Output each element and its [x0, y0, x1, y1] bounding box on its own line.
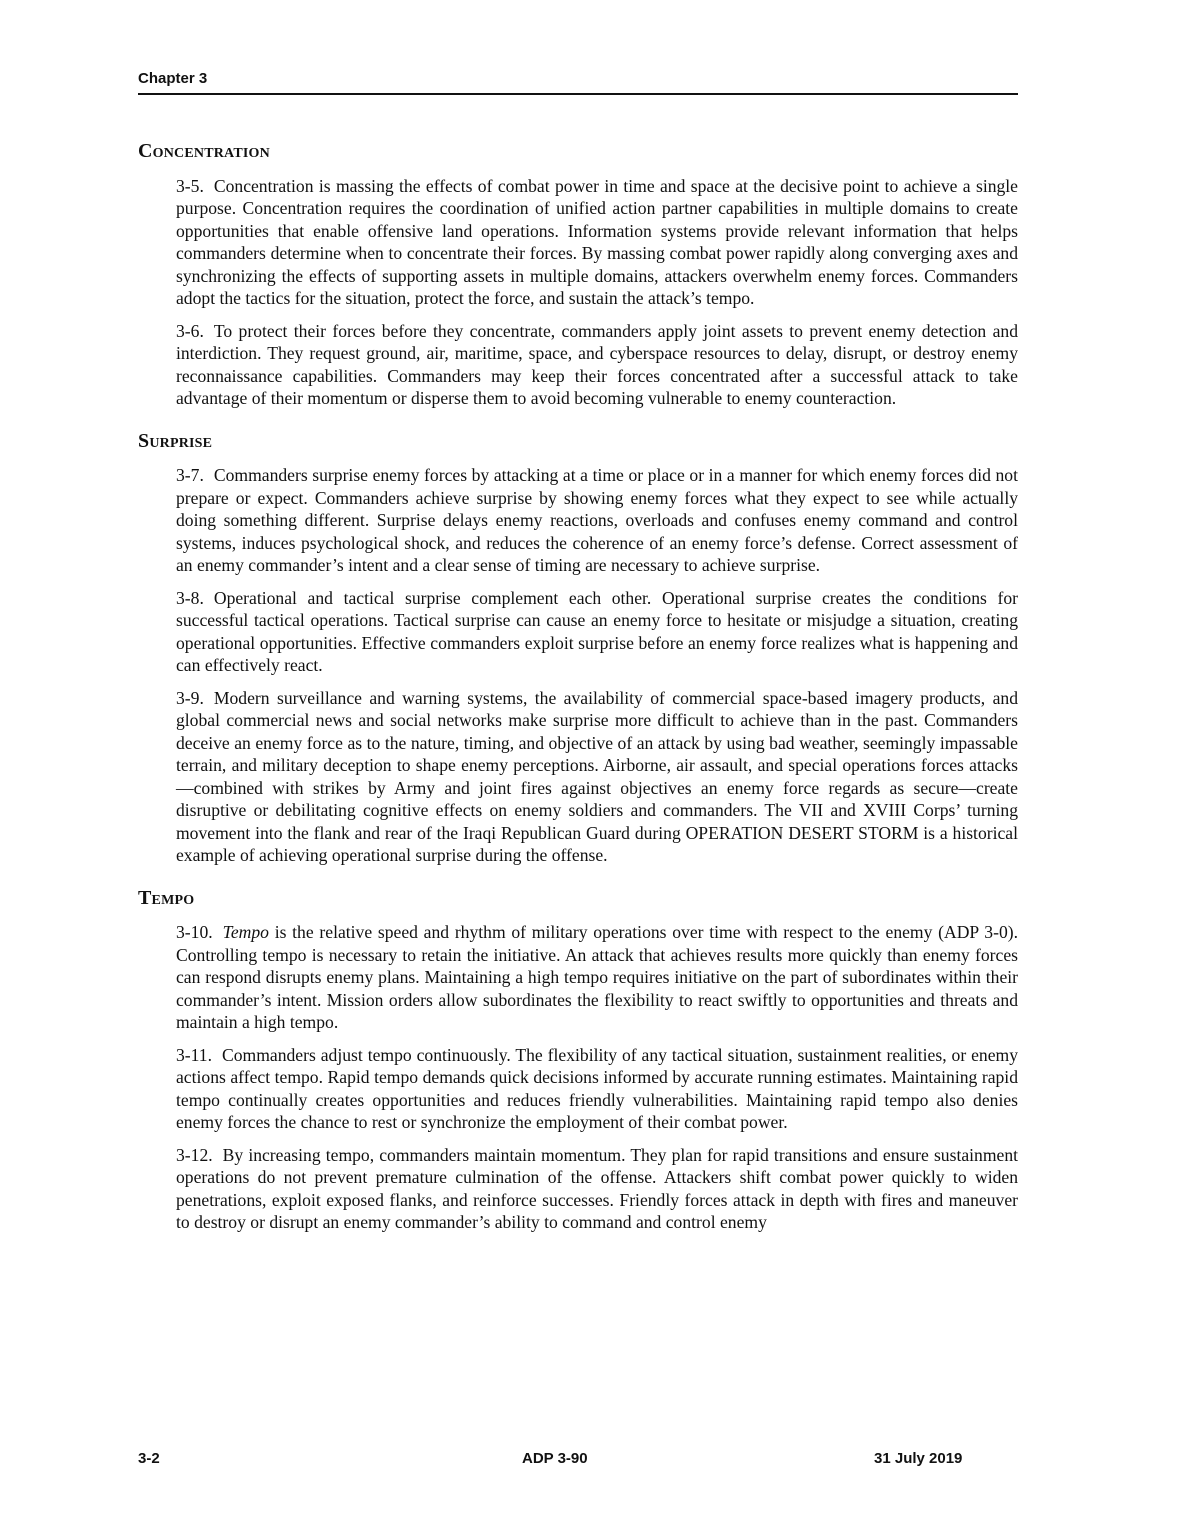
paragraph-number: 3-12. [176, 1144, 213, 1165]
page-header [138, 68, 1018, 95]
paragraph-text: Operational and tactical surprise complement each other. Operational surprise creates the conditions for successful tactical operations. Tactical surprise can cause an enemy force to hesitate or misjudge a situation, creating operational opportunities. Effective commanders exploit surprise before an enemy force realizes what is happening and can effectively react. [176, 587, 1018, 675]
paragraph-text: Modern surveillance and warning systems, the availability of commercial space-based imagery products, and global commercial news and social networks make surprise more difficult to achieve than in the past. Commanders deceive an enemy force as to the nature, timing, and objective of an attack by using bad weather, seemingly impassable terrain, and military deception to shape enemy perceptions. Airborne, air assault, and special operations forces attacks—combined with strikes by Army and joint fires against objectives an enemy force regards as secure—create disruptive or debilitating cognitive effects on enemy soldiers and commanders. The VII and XVIII Corps’ turning movement into the flank and rear of the Iraqi Republican Guard during OPERATION DESERT STORM is a historical example of achieving operational surprise during the offense. [176, 687, 1018, 865]
paragraph-text: To protect their forces before they concentrate, commanders apply joint assets to prevent enemy detection and interdiction. They request ground, air, maritime, space, and cyberspace resources to delay, disrupt, or destroy enemy reconnaissance capabilities. Commanders may keep their forces concentrated after a successful attack to take advantage of their momentum or disperse them to avoid becoming vulnerable to enemy counteraction. [176, 320, 1018, 408]
paragraph-text: Commanders surprise enemy forces by attacking at a time or place or in a manner for which enemy forces did not prepare or expect. Commanders achieve surprise by showing enemy forces what they expect to see while actually doing something different. Surprise delays enemy reactions, overloads and confuses enemy command and control systems, induces psychological shock, and reduces the coherence of an enemy force’s defense. Correct assessment of an enemy commander’s intent and a clear sense of timing are necessary to achieve surprise. [176, 465, 1018, 575]
paragraph-text: is the relative speed and rhythm of military operations over time with respect to the enemy (ADP 3-0). Controlling tempo is necessary to retain the initiative. An attack that achieves results more quickly than enemy forces can respond disrupts enemy plans. Maintaining a high tempo requires initiative on the part of subordinates within their commander’s intent. Mission orders allow subordinates the flexibility to react swiftly to opportunities and threats and maintain a high tempo. [176, 922, 1018, 1032]
publication-id: ADP 3-90 [522, 1450, 588, 1467]
section-tempo [138, 887, 1018, 1234]
paragraph-number: 3-11. [176, 1044, 212, 1065]
page-footer [138, 1450, 1018, 1472]
defined-term: Tempo [222, 922, 269, 942]
chapter-label: Chapter 3 [138, 70, 208, 87]
paragraph [176, 1144, 1018, 1234]
document-body [138, 140, 1018, 1254]
paragraph [176, 921, 1018, 1034]
paragraph [176, 175, 1018, 310]
paragraph [176, 687, 1018, 867]
page-number: 3-2 [138, 1450, 160, 1467]
paragraph [176, 464, 1018, 577]
paragraph-text: By increasing tempo, commanders maintain momentum. They plan for rapid transitions and ensure sustainment operations do not prevent premature culmination of the offense. Attackers shift combat power quickly to widen penetrations, exploit exposed flanks, and reinforce successes. Friendly forces attack in depth with fires and maneuver to destroy or disrupt an enemy commander’s ability to command and control enemy [176, 1144, 1018, 1232]
paragraph-number: 3-8. [176, 587, 204, 608]
section-heading: Surprise [138, 429, 213, 452]
paragraph-number: 3-9. [176, 687, 204, 708]
paragraph [176, 1044, 1018, 1134]
paragraph-number: 3-7. [176, 465, 204, 485]
paragraph [176, 320, 1018, 410]
section-concentration [138, 140, 1018, 410]
paragraph-number: 3-10. [176, 922, 213, 942]
paragraph-number: 3-5. [176, 175, 204, 196]
section-heading: Tempo [138, 886, 195, 909]
publication-date: 31 July 2019 [874, 1450, 963, 1467]
paragraph-text: Concentration is massing the effects of combat power in time and space at the decisive point to achieve a single purpose. Concentration requires the coordination of unified action partner capabilities in multiple domains to create opportunities that enable offensive land operations. Information systems provide relevant information that helps commanders determine when to concentrate their forces. By massing combat power rapidly along converging axes and synchronizing the effects of supporting assets in multiple domains, attackers overwhelm enemy forces. Commanders adopt the tactics for the situation, protect the force, and sustain the attack’s tempo. [176, 175, 1018, 308]
section-heading: Concentration [138, 140, 270, 162]
paragraph-text: Commanders adjust tempo continuously. The flexibility of any tactical situation, sustainment realities, or enemy actions affect tempo. Rapid tempo demands quick decisions informed by accurate running estimates. Maintaining rapid tempo continually creates opportunities and reduces friendly vulnerabilities. Maintaining rapid tempo also denies enemy forces the chance to rest or synchronize the employment of their combat power. [176, 1044, 1018, 1132]
paragraph [176, 587, 1018, 677]
section-surprise [138, 430, 1018, 867]
paragraph-number: 3-6. [176, 320, 204, 341]
